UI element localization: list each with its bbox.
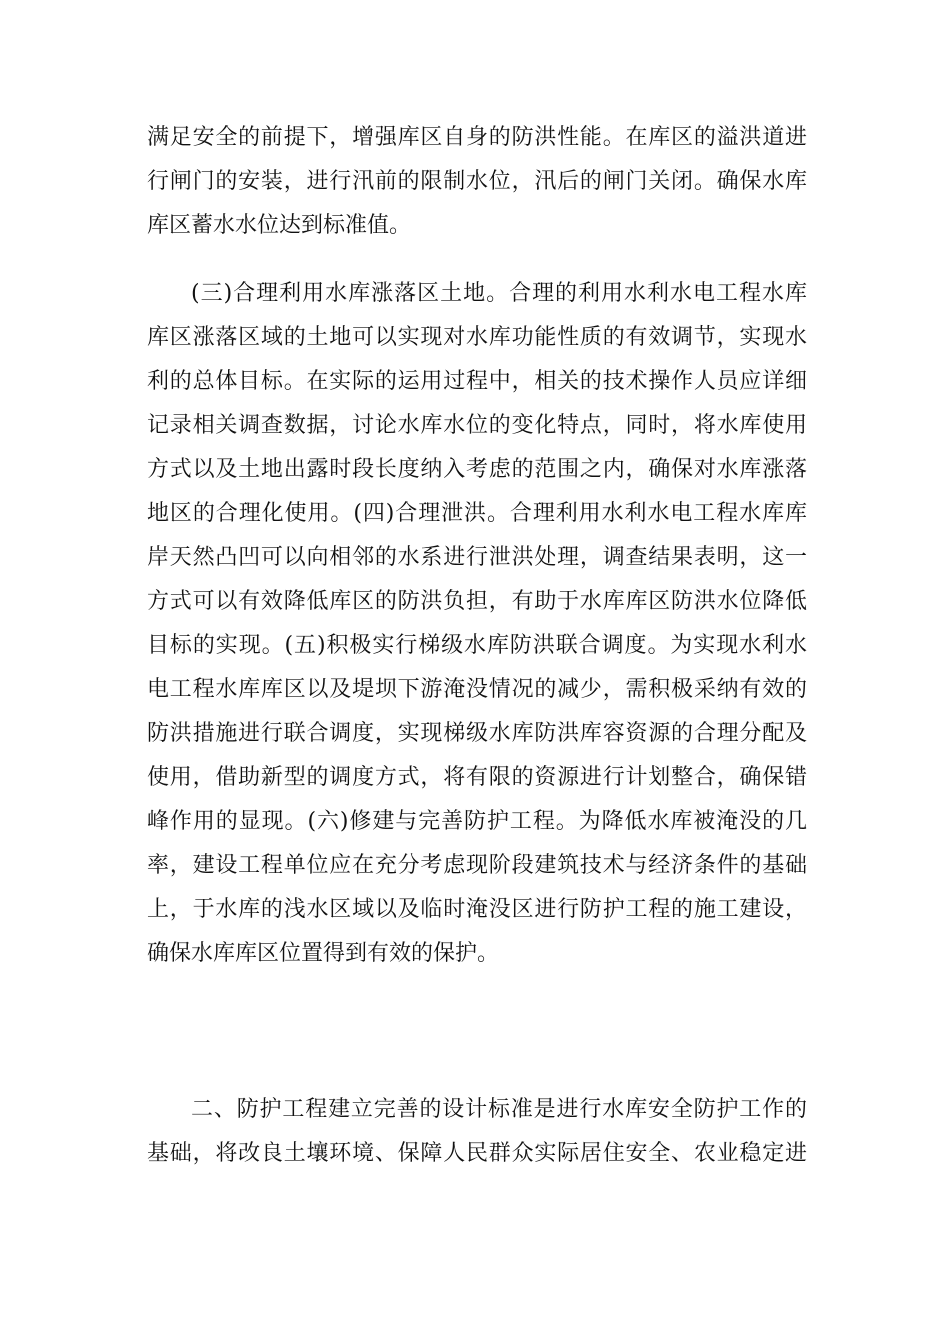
text-line: 目标的实现。(五)积极实行梯级水库防洪联合调度。为实现水利水	[147, 633, 807, 658]
text-line: 库区涨落区域的土地可以实现对水库功能性质的有效调节，实现水	[147, 325, 807, 350]
text-line: 满足安全的前提下，增强库区自身的防洪性能。在库区的溢洪道进	[147, 125, 807, 150]
text-line: 使用，借助新型的调度方式，将有限的资源进行计划整合，确保错	[147, 765, 807, 790]
text-line: 方式可以有效降低库区的防洪负担，有助于水库库区防洪水位降低	[147, 589, 807, 614]
text-line: 防洪措施进行联合调度，实现梯级水库防洪库容资源的合理分配及	[147, 721, 807, 746]
paragraph-2	[147, 272, 807, 976]
text-line: 率，建设工程单位应在充分考虑现阶段建筑技术与经济条件的基础	[147, 853, 807, 878]
text-line: 确保水库库区位置得到有效的保护。	[147, 941, 500, 966]
text-line: 峰作用的显现。(六)修建与完善防护工程。为降低水库被淹没的几	[147, 809, 807, 834]
text-line: 基础，将改良土壤环境、保障人民群众实际居住安全、农业稳定进	[147, 1141, 807, 1166]
text-line: 地区的合理化使用。(四)合理泄洪。合理利用水利水电工程水库库	[147, 501, 807, 526]
text-line: 库区蓄水水位达到标准值。	[147, 213, 412, 238]
text-line: 记录相关调查数据，讨论水库水位的变化特点，同时，将水库使用	[147, 413, 807, 438]
text-line: 上，于水库的浅水区域以及临时淹没区进行防护工程的施工建设，	[147, 897, 807, 922]
paragraph-3	[147, 1088, 807, 1176]
text-line: 方式以及土地出露时段长度纳入考虑的范围之内，确保对水库涨落	[147, 457, 807, 482]
text-line: 电工程水库库区以及堤坝下游淹没情况的减少，需积极采纳有效的	[147, 677, 807, 702]
text-line: 利的总体目标。在实际的运用过程中，相关的技术操作人员应详细	[147, 369, 807, 394]
text-line: 行闸门的安装，进行汛前的限制水位，汛后的闸门关闭。确保水库	[147, 169, 807, 194]
text-line: (三)合理利用水库涨落区土地。合理的利用水利水电工程水库	[191, 281, 807, 306]
text-line: 岸天然凸凹可以向相邻的水系进行泄洪处理，调查结果表明，这一	[147, 545, 807, 570]
paragraph-1	[147, 116, 807, 248]
text-line: 二、防护工程建立完善的设计标准是进行水库安全防护工作的	[191, 1097, 807, 1122]
